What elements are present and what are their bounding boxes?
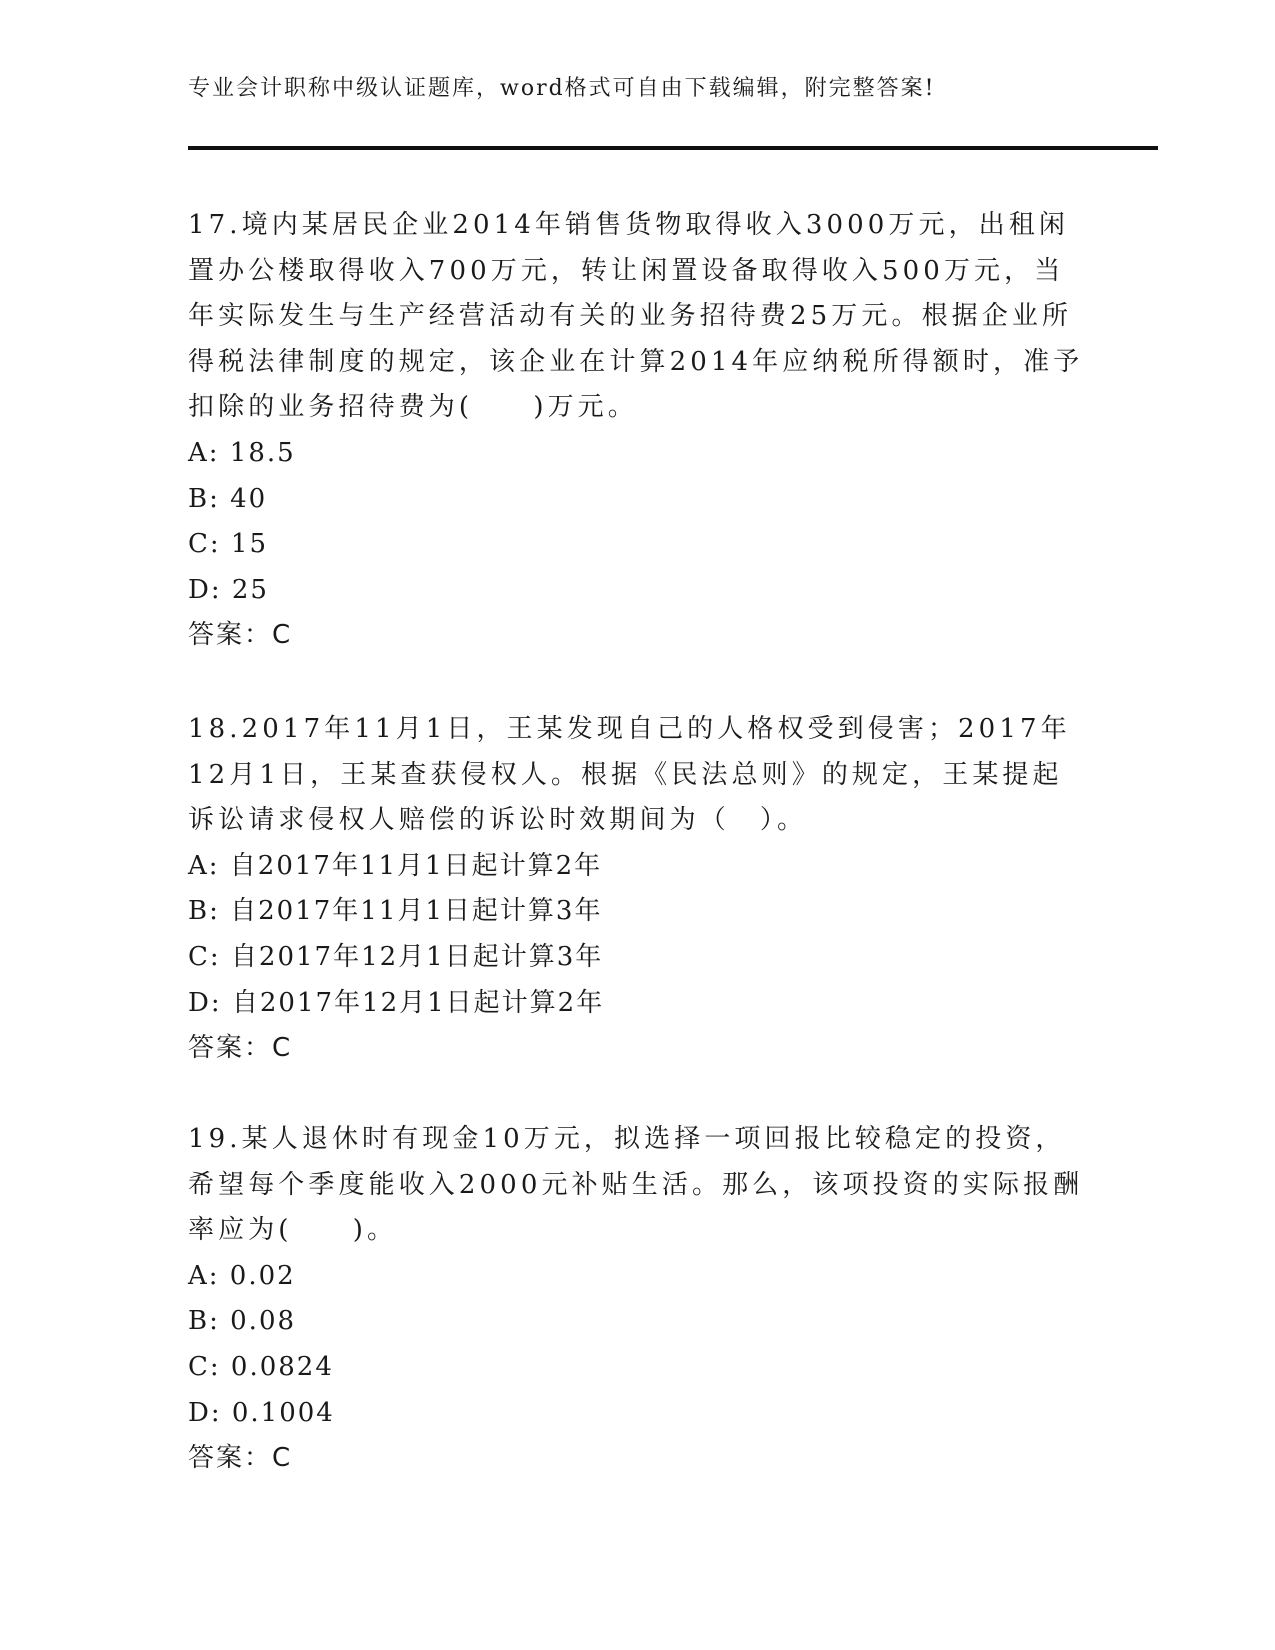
option-d: D: 25	[188, 574, 269, 605]
question-18	[188, 707, 1088, 1072]
answer-line: 答案：C	[188, 1033, 293, 1064]
option-d: D: 自2017年12月1日起计算2年	[188, 987, 605, 1018]
option-d: D: 0.1004	[188, 1397, 335, 1428]
option-b: B: 自2017年11月1日起计算3年	[188, 896, 603, 927]
option-c: C: 自2017年12月1日起计算3年	[188, 941, 604, 972]
header-divider	[188, 146, 1158, 150]
option-a: A: 18.5	[188, 437, 296, 468]
option-a: A: 自2017年11月1日起计算2年	[188, 850, 603, 881]
question-17	[188, 203, 1088, 659]
page-header: 专业会计职称中级认证题库，word格式可自由下载编辑，附完整答案!	[188, 76, 936, 101]
option-b: B: 40	[188, 483, 268, 514]
answer-line: 答案：C	[188, 620, 293, 651]
option-c: C: 0.0824	[188, 1351, 334, 1382]
answer-line: 答案：C	[188, 1443, 293, 1474]
option-a: A: 0.02	[188, 1260, 296, 1291]
question-19	[188, 1117, 1088, 1482]
question-stem: 18.2017年11月1日，王某发现自己的人格权受到侵害；2017年12月1日，王某查获侵权人。根据《民法总则》的规定，王某提起诉讼请求侵权人赔偿的诉讼时效期间为（ ）。	[188, 714, 1071, 836]
option-b: B: 0.08	[188, 1306, 297, 1337]
question-stem: 17.境内某居民企业2014年销售货物取得收入3000万元，出租闲置办公楼取得收入700万元，转让闲置设备取得收入500万元，当年实际发生与生产经营活动有关的业务招待费25万元。根据企业所得税法律制度的规定，该企业在计算2014年应纳税所得额时，准予扣除的业务招待费为( )万元。	[188, 210, 1084, 423]
question-stem: 19.某人退休时有现金10万元，拟选择一项回报比较稳定的投资，希望每个季度能收入2000元补贴生活。那么，该项投资的实际报酬率应为( )。	[188, 1124, 1084, 1246]
option-c: C: 15	[188, 529, 269, 560]
